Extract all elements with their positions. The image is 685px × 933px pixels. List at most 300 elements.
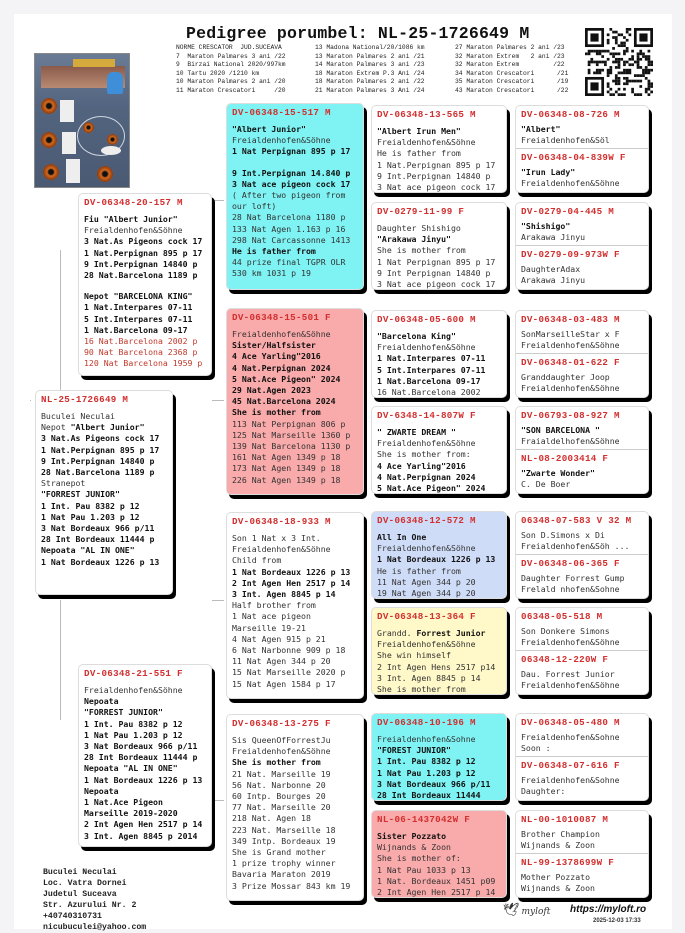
pedigree-line [84,741,206,752]
address-line: Loc. Vatra Dornei [43,879,127,888]
norme-line: 14 Maraton Palmares 3 ani /23 [315,61,425,69]
ring-number: DV-06348-13-364 F [377,611,476,622]
pedigree-line: Freialdenhofen&Söhne [521,637,620,648]
pedigree-line: SonMarseilleStar x F [521,329,620,339]
pedigree-line [377,650,501,661]
line-text: 1 Nat.Perpignan 895 p 17 [84,247,203,258]
pedigree-line: Freialdenhofen&Söl [521,135,610,146]
address-line: +40740310731 [43,912,102,921]
pedigree-line [232,124,358,135]
line-text: Freialdenhofen&Söhne [377,342,476,353]
pedigree-line [84,719,206,730]
norme-line: NORME CRESCATOR JUD.SUCEAVA [176,44,282,51]
line-text: She is mother from [232,757,321,768]
pedigree-line [377,532,501,543]
connector-line [60,600,61,720]
pedigree-card-pair[interactable] [515,511,649,599]
line-text: "Arakawa Jinyu" [377,234,451,245]
pedigree-line [232,201,358,212]
pedigree-line [84,831,206,842]
pedigree-card-pair[interactable] [515,202,649,290]
pedigree-line [232,667,358,678]
address-line: Buculei Neculai [43,868,117,877]
pedigree-line [377,438,501,449]
line-text: 3 Prize Mossar 843 km 19 [232,880,351,891]
ring-number: DV-06348-08-726 M [521,109,620,120]
pedigree-line [377,734,501,745]
line-text: 139 Nat Barcelona 1130 p [232,441,351,452]
pedigree-card-pair[interactable] [515,310,649,398]
connector-line [364,150,365,250]
pedigree-card-ancestor[interactable] [516,555,648,598]
line-text: 15 Nat Agen 1584 p 17 [232,678,336,689]
pedigree-card-great-grandparent[interactable] [371,810,507,898]
line-text: 218 Nat. Agen 18 [232,813,311,824]
address-line: Str. Azurului Nr. 2 [43,901,137,910]
pedigree-line [41,478,167,489]
norme-col-2 [315,44,425,96]
line-text: 226 Nat Agen 1349 p 18 [232,474,341,485]
ring-number: DV-06348-20-157 M [84,197,183,208]
connector-line [364,750,365,850]
norme-line: 18 Maraton Palmares 2 ani /22 [315,78,425,86]
line-text: 28 Int Bordeaux 11444 [377,790,481,801]
pedigree-card-grandparent[interactable] [226,512,364,699]
pedigree-line [377,865,501,876]
pedigree-card-ancestor[interactable] [516,149,648,192]
line-text: 1 Nat.Interpares 07-11 [377,353,486,364]
line-text: Freialdenhofen&Söhne [84,685,183,695]
pedigree-line [377,353,501,364]
ring-number: NL-06-1437042W F [377,814,471,825]
pedigree-line [232,836,358,847]
line-text: 113 Nat Perpignan 806 p [232,418,346,429]
line-text: "FORREST JUNIOR" [41,489,120,500]
line-text: 3 Nat.As Pigeons cock 17 [41,433,160,444]
line-text: 1 Nat Pau 1.203 p 12 [84,729,183,740]
pedigree-line [377,842,501,853]
line-text: Freialdenhofen&Söhne [377,639,476,650]
pedigree-card-ancestor[interactable] [516,311,648,354]
line-text: 28 Nat.Barcelona 1189 p [41,467,155,478]
line-text: Freialdenhofen&Söhne [232,544,331,555]
norme-line: 32 Maraton Extrem /22 [455,61,565,69]
line-text: She is mother from [377,684,466,695]
pedigree-line [232,679,358,690]
line-text: 90 Nat Barcelona 2368 p [84,347,198,358]
line-text: Fiu "Albert Junior" [84,214,178,224]
norme-line: 7 Maraton Palmares 3 ani /22 [176,52,286,60]
pedigree-line [377,257,501,268]
pedigree-line [232,385,358,396]
line-text: 16 Nat.Barcelona 2002 [377,387,481,398]
pedigree-line [232,441,358,452]
pedigree-card-ancestor[interactable] [516,407,648,450]
line-text: Nepot [41,422,71,433]
line-text: 1 Nat.Perpignan 895 p 17 [41,444,160,455]
pedigree-line [377,268,501,279]
pedigree-line [84,696,206,707]
pedigree-card-ancestor[interactable] [516,651,648,694]
pedigree-card-ancestor[interactable] [516,512,648,555]
myloft-logo[interactable] [503,903,550,918]
pedigree-line: "Zwarte Wonder" [521,468,595,478]
norme-line: 32 Maraton Extrem 2 ani /23 [455,52,565,60]
norme-line: 10 Tartu 2020 /1210 km [176,69,260,77]
pedigree-line [377,745,501,756]
line-text: 29 Nat.Agen 2023 [232,385,311,396]
ring-number: DV-6348-14-807W F [377,410,476,421]
pedigree-card-ancestor[interactable] [516,354,648,397]
pedigree-line [232,825,358,836]
pedigree-line [84,347,206,358]
norme-line: 10 Maraton Palmares 2 ani /20 [176,78,286,86]
pedigree-line [41,467,167,478]
pedigree-line [232,396,358,407]
line-text: 21 Nat. Marseille 19 [232,768,331,779]
line-text: 3 Int. Agen 8845 p 14 [377,672,481,683]
line-text: 60 Intp. Bourges 20 [232,791,326,802]
pedigree-line [377,684,501,695]
pedigree-line [232,600,358,611]
pedigree-line [377,588,501,599]
line-text: 5 Int.Interpares 07-11 [377,364,486,375]
ring-number: NL-08-2003414 F [521,453,609,464]
pedigree-line [84,302,206,313]
pedigree-card-pair[interactable] [515,607,649,695]
pedigree-line [84,819,206,830]
line-text: Daughter Shishigo [377,223,461,233]
pedigree-line [377,137,501,148]
pedigree-card-grandparent[interactable] [226,308,364,495]
pedigree-card-ancestor[interactable] [516,106,648,149]
connector-line [212,800,224,801]
pedigree-line [377,245,501,256]
line-text: Sis QueenOfForrestJu [232,735,331,745]
pedigree-line [84,291,206,302]
line-text: 5 Nat.Ace Pigeon" 2024 [232,373,341,384]
pedigree-line: Freialdenhofen&Sohne [521,732,620,742]
address-line: Judetul Suceava [43,890,117,899]
pedigree-line [84,325,206,336]
line-text: Son 1 Nat x 3 Int. [232,533,321,543]
ring-number: DV-06348-18-933 M [232,516,331,527]
norme-line: 34 Maraton Crescatori /21 [455,69,569,77]
pedigree-line [84,336,206,347]
pedigree-card-great-grandparent[interactable] [371,713,507,801]
line-text: 5 Int.Interpares 07-11 [84,313,193,324]
line-text: 1 Nat.Barcelona 09-17 [84,324,188,335]
line-text: 349 Intp. Bordeaux 19 [232,835,336,846]
pedigree-line [377,662,501,673]
line-text: Wijnands & Zoon [377,842,451,853]
line-text: 3 Nat ace pigeon cock 17 [377,182,496,193]
page-title: Pedigree porumbel: NL-25-1726649 M [186,24,530,43]
connector-line [364,550,365,650]
line-text: Buculei Neculai [41,411,115,421]
ring-number: DV-06348-06-365 F [521,558,620,569]
pedigree-line [232,869,358,880]
pedigree-line [232,212,358,223]
photo-pigeon-eye [41,132,57,148]
pedigree-card-ancestor[interactable] [516,714,648,757]
line-text: 9 Int.Perpignan 14840 p [84,258,198,269]
line-text: 2 Int Agen Hens 2517 p14 [377,661,496,672]
pedigree-line [84,752,206,763]
pedigree-card-pair[interactable] [515,810,649,898]
photo-banner [73,59,115,67]
line-text: 3 Int. Agen 8845 p 2014 [84,830,198,841]
line-text: 3 Nat.As Pigeons cock 17 [84,236,203,247]
bird-icon: 🕊 [503,903,520,918]
line-text: Freialdenhofen&Söhne [377,137,476,148]
pedigree-line [41,411,167,422]
pedigree-line [232,452,358,463]
pedigree-card-great-grandparent[interactable] [371,310,507,398]
line-text: 1 prize trophy winner [232,858,336,869]
pedigree-card-ancestor[interactable] [516,203,648,246]
pedigree-card-father[interactable] [78,193,212,376]
pedigree-line [84,797,206,808]
pedigree-line: Wijnands & Zoon [521,840,595,851]
line-text: "Albert Irun Men" [377,126,461,136]
line-text: "FOREST JUNIOR" [377,745,451,756]
line-text: "Barcelona King" [377,331,456,341]
line-text: 9 Int.Perpignan 14840 p [377,170,491,181]
pedigree-line [232,589,358,600]
norme-col-3 [455,44,568,96]
line-text: 15 Nat Marseille 2020 p [232,667,346,678]
pedigree-line [232,578,358,589]
line-text: Stranepot [41,478,86,489]
photo-pigeon-eye [97,166,113,182]
line-text: Sister/Halfsister [232,340,316,351]
pedigree-line: "Shishigo" [521,221,571,231]
pedigree-line: C. De Boer [521,479,571,490]
norme-line: 9 Birzai National 2020/997km [176,61,286,69]
pedigree-line [232,190,358,201]
pedigree-line: Dau. Forrest Junior [521,669,615,679]
pedigree-card-ancestor[interactable] [516,450,648,493]
pedigree-card-great-grandparent[interactable] [371,511,507,599]
pedigree-line [232,623,358,634]
pedigree-line: Arakawa Jinyu [521,275,586,286]
line-text: 5 Nat.Ace Pigeon" 2024 [377,483,486,494]
pedigree-card-subject[interactable] [35,390,173,595]
line-text: 1 Nat Bordeaux 1226 p 13 [232,566,351,577]
pedigree-card-ancestor[interactable] [516,608,648,651]
line-text: All In One [377,532,427,542]
line-text: "Albert Junior" [232,124,306,134]
line-text: 2 Int Agen Hen 2517 p 14 [377,887,496,898]
pedigree-line [377,566,501,577]
pedigree-card-grandparent[interactable] [226,714,364,901]
pedigree-line [232,224,358,235]
norme-line: 21 Maraton Palmares 3 Ani /24 [315,86,425,94]
pedigree-line [232,268,358,279]
line-text: 56 Nat. Narbonne 20 [232,779,326,790]
line-text: Freialdenhofen&Söhne [377,543,476,554]
line-text: 133 Nat Agen 1.163 p 16 [232,223,346,234]
line-text: 161 Nat Agen 1349 p 18 [232,452,341,463]
pedigree-card-ancestor[interactable] [516,246,648,289]
line-text: 4 Ace Yarling"2016 [377,460,466,471]
pedigree-line [232,533,358,544]
pedigree-card-pair[interactable] [515,406,649,494]
norme-line: 11 Maraton Crescatori /20 [176,86,286,94]
line-text: 1 Int. Pau 8382 p 12 [41,500,140,511]
myloft-url-link[interactable]: https://myloft.ro [570,904,647,915]
line-text: 11 Nat Agen 344 p 20 [232,656,331,667]
photo-card [60,100,74,122]
pedigree-card-ancestor[interactable] [516,854,648,897]
line-text: Child from [232,555,282,566]
ring-number: DV-06348-15-517 M [232,107,331,118]
pedigree-line [232,430,358,441]
line-text: She is mother from [232,407,321,418]
line-text: 1 Int. Pau 8382 p 12 [84,718,183,729]
pedigree-line [232,656,358,667]
norme-col-1 [176,44,286,96]
pedigree-line [232,235,358,246]
pedigree-line [84,225,206,236]
pedigree-card-pair[interactable] [515,105,649,193]
pedigree-line [232,847,358,858]
line-text: 1 Nat. Bordeaux 1451 p09 [377,875,496,886]
pedigree-line [84,214,206,225]
pedigree-line [232,645,358,656]
pedigree-line [377,790,501,801]
connector-line [364,350,365,450]
qr-code-icon[interactable] [585,28,653,96]
pedigree-line: "Irun Lady" [521,167,576,177]
line-highlight: Forrest Junior [416,628,486,638]
pedigree-line [84,270,206,281]
photo-pigeon-eye [41,98,57,114]
line-text: Freialdenhofen&Söhne [377,438,476,449]
pedigree-line [41,523,167,534]
line-text: "FORREST JUNIOR" [84,707,163,718]
line-text: 45 Nat.Barcelona 2024 [232,396,336,407]
pedigree-line [377,673,501,684]
pedigree-line [377,628,501,639]
line-text: 3 Int. Agen 8845 p 14 [232,589,336,600]
line-text: She is mother of: [377,853,461,864]
line-text: Freialdenhofen&Söhne [232,135,331,146]
line-text: 1 Int. Pau 8382 p 12 [377,756,476,767]
pedigree-card-pair[interactable] [515,713,649,801]
pedigree-card-ancestor[interactable] [516,811,648,854]
line-text: Marseille 2019-2020 [84,808,178,819]
pedigree-line [84,358,206,369]
line-text: Freialdenhofen&Söhne [84,225,183,236]
pedigree-line [232,329,358,340]
pedigree-line [232,735,358,746]
line-text: 1 Nat Perpignan 895 p 17 [232,146,351,157]
ring-number: DV-0279-11-99 F [377,206,465,217]
line-text: 1 Nat Pau 1033 p 13 [377,864,471,875]
pedigree-line [232,168,358,179]
line-text: 1 Nat ace pigeon [232,611,311,622]
pedigree-line: Freialdenhofen&Söhne [521,340,620,351]
norme-line: 13 Madona National/20/1086 km [315,44,425,51]
pedigree-line: Fraialdelhofen&Söhne [521,436,620,447]
ring-number: DV-06348-05-480 M [521,717,620,728]
norme-line: 27 Maraton Palmares 2 ani /23 [455,44,565,51]
pedigree-line [232,407,358,418]
ring-number: DV-06348-12-572 M [377,515,476,526]
ring-number: NL-25-1726649 M [41,394,129,405]
spacer [84,281,206,291]
pedigree-line [41,433,167,444]
pedigree-card-great-grandparent[interactable] [371,406,507,494]
ring-number: DV-06793-08-927 M [521,410,620,421]
ring-number: DV-06348-05-600 M [377,314,476,325]
pedigree-card-ancestor[interactable] [516,757,648,800]
pedigree-card-mother[interactable] [78,664,212,847]
pedigree-line [377,342,501,353]
pedigree-line [377,577,501,588]
ring-number: DV-06348-21-551 F [84,668,183,679]
pedigree-line [232,611,358,622]
pedigree-line [232,419,358,430]
pedigree-line [41,445,167,456]
pedigree-line [232,881,358,892]
pedigree-line [377,182,501,193]
pedigree-line: Freialdenhofen&Söhne [521,383,620,394]
pedigree-line [232,135,358,146]
pedigree-line: Granddaughter Joop [521,372,610,382]
line-text: 4 Nat.Perpignan 2024 [377,471,476,482]
ring-number: DV-06348-10-196 M [377,717,476,728]
ring-number: DV-0279-09-973W F [521,249,620,260]
pedigree-line [84,236,206,247]
pedigree-card-great-grandparent[interactable] [371,105,507,193]
pedigree-card-grandparent[interactable] [226,103,364,290]
pedigree-line [377,472,501,483]
pedigree-line [232,463,358,474]
pedigree-line [232,780,358,791]
norme-line: 43 Maraton Crescatori /22 [455,86,569,94]
photo-pigeon-eye [43,164,59,180]
line-text: She is Grand mother [232,847,326,858]
pedigree-line [377,365,501,376]
line-text: 9 Int.Perpignan 14840 p [41,455,155,466]
pedigree-line [41,534,167,545]
pedigree-line [232,802,358,813]
pedigree-line: Freialdenhofen&Sohne [521,775,620,785]
pedigree-line [377,449,501,460]
pedigree-line [377,331,501,342]
pedigree-line [232,567,358,578]
line-text: 4 Nat Agen 915 p 21 [232,633,326,644]
pedigree-card-great-grandparent[interactable] [371,202,507,290]
line-text: " ZWARTE DREAM " [377,427,456,437]
pedigree-line [377,461,501,472]
line-text: 6 Nat Narbonne 909 p 18 [232,645,346,656]
pedigree-line [232,363,358,374]
line-text: 1 Nat.Interpares 07-11 [84,302,193,313]
spacer [232,158,358,168]
line-text: 3 Nat Bordeaux 966 p/11 [377,778,491,789]
pedigree-line: Freialdenhofen&Söhne [521,680,620,691]
ring-number: DV-0279-04-445 M [521,206,615,217]
pedigree-card-great-grandparent[interactable] [371,607,507,695]
pedigree-line [232,769,358,780]
line-text: Nepoata "AL IN ONE" [41,545,135,556]
logo-text: myloft [521,907,551,917]
line-text: our loft) [232,201,277,212]
